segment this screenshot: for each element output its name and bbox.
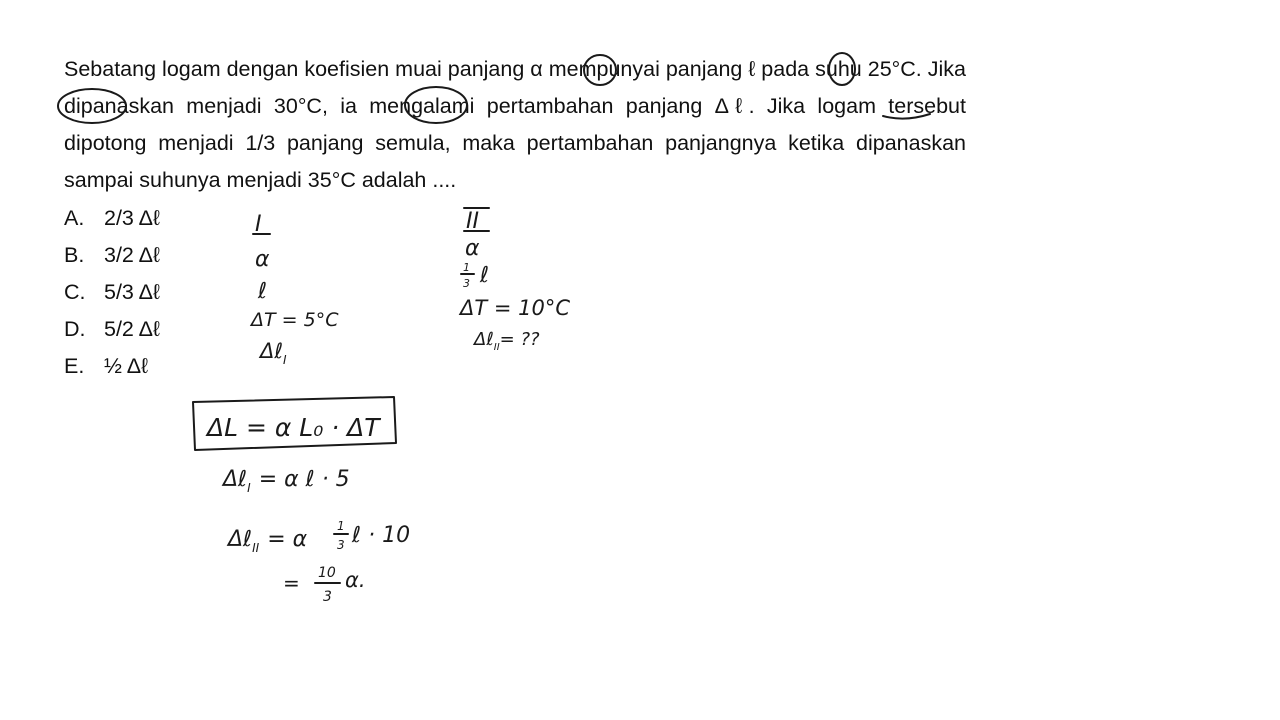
underline-delta-l-annotation xyxy=(883,114,930,119)
option-letter: D. xyxy=(64,317,86,341)
work-line-1-lhs: Δℓ xyxy=(223,467,248,492)
case-2-frac-den: 3 xyxy=(463,277,470,290)
case-1-length: ℓ xyxy=(258,279,268,304)
formula-box xyxy=(193,397,396,450)
work-line-2-frac-num: 1 xyxy=(337,519,345,533)
case-2-frac-num: 1 xyxy=(463,261,470,274)
option-text: 5/3 Δℓ xyxy=(104,280,160,304)
option-letter: C. xyxy=(64,280,86,304)
work-line-2-rhs: ℓ · 10 xyxy=(352,523,411,548)
circle-25c-annotation xyxy=(58,89,126,123)
case-2-delta-t: ΔT = 10°C xyxy=(460,296,571,320)
case-2-alpha: α xyxy=(465,236,480,261)
case-1-label: I xyxy=(255,212,262,237)
work-line-3-rhs: α. xyxy=(345,568,366,592)
work-line-2-frac-den: 3 xyxy=(337,538,345,552)
case-2-notes xyxy=(458,208,570,353)
case-2-label: II xyxy=(466,209,479,234)
work-line-2-sub: II xyxy=(252,541,260,555)
worked-solution xyxy=(221,467,410,605)
case-1-notes xyxy=(249,212,339,367)
delta-l-symbol: Δℓ xyxy=(474,329,494,350)
case-2-length: ℓ xyxy=(480,263,490,288)
option-letter: A. xyxy=(64,206,85,230)
option-letter: E. xyxy=(64,354,85,378)
option-text: 3/2 Δℓ xyxy=(104,243,160,267)
work-line-3-eq: = xyxy=(283,571,300,595)
work-line-2-eq: = α xyxy=(267,527,308,552)
delta-l-unknown: = ?? xyxy=(499,329,540,350)
work-line-3-frac-den: 3 xyxy=(323,589,332,605)
case-2-delta-l xyxy=(472,329,540,353)
work-line-1-sub: I xyxy=(247,481,251,495)
formula-text: ΔL = α L₀ · ΔT xyxy=(207,413,380,442)
work-line-3-frac-num: 10 xyxy=(318,565,336,581)
option-letter: B. xyxy=(64,243,85,267)
delta-l-subscript: II xyxy=(493,342,500,353)
circle-30c-annotation xyxy=(405,87,467,123)
delta-l-subscript: I xyxy=(283,353,287,367)
circle-length-annotation xyxy=(829,53,855,85)
option-text: ½ Δℓ xyxy=(104,354,149,378)
option-text: 2/3 Δℓ xyxy=(104,206,160,230)
case-1-delta-t: ΔT = 5°C xyxy=(251,309,339,331)
option-text: 5/2 Δℓ xyxy=(104,317,160,341)
case-1-delta-l xyxy=(258,339,287,367)
case-1-alpha: α xyxy=(255,247,270,272)
delta-l-symbol: Δℓ xyxy=(260,339,284,363)
circle-alpha-annotation xyxy=(584,55,616,85)
work-line-2-lhs: Δℓ xyxy=(228,527,253,552)
question-text: Sebatang logam dengan koefisien muai panjang α mempunyai panjang ℓ pada suhu 25°C. Jika dipanaskan menjadi 30°C, ia mengalami pertambahan panjang Δℓ. Jika logam tersebut dipotong menjadi 1/3 panjang semula, maka pertambahan panjangnya ketika dipanaskan sampai suhunya menjadi 35°C adalah .... xyxy=(64,57,966,192)
work-line-2 xyxy=(226,527,308,555)
work-line-1 xyxy=(221,467,350,495)
work-line-1-rhs: = α ℓ · 5 xyxy=(258,467,350,492)
